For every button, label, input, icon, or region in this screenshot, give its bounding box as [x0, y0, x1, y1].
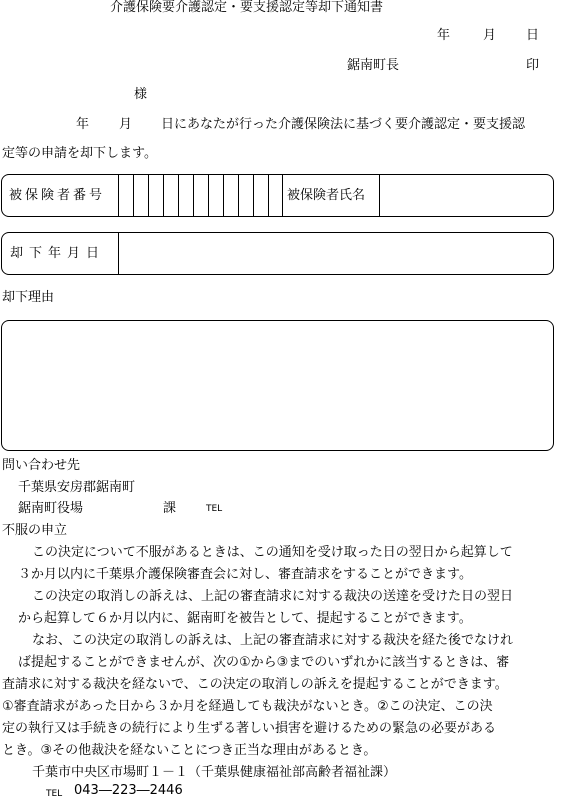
rejection-date-table	[1, 232, 554, 275]
objection-line: ３か月以内に千葉県介護保険審査会に対し、審査請求をすることができます。	[18, 567, 472, 582]
prefecture-tel-label: TEL	[46, 789, 63, 799]
contact-label: 問い合わせ先	[2, 458, 81, 473]
rejection-reason-box	[1, 320, 554, 451]
table-divider	[118, 233, 119, 274]
objection-line: この決定の取消しの訴えは、上記の審査請求に対する裁決の送達を受けた日の翌日	[32, 589, 514, 604]
rejection-reason-label: 却下理由	[2, 290, 55, 305]
number-digit-cell	[133, 175, 134, 216]
number-digit-cell	[163, 175, 164, 216]
number-digit-cell	[208, 175, 209, 216]
issue-month: 月	[483, 28, 497, 43]
objection-line: 定の執行又は手続きの続行により生ずる著しい損害を避けるための緊急の必要がある	[2, 721, 497, 736]
contact-address: 千葉県安房郡鋸南町	[18, 480, 136, 495]
objection-line: ①審査請求があった日から３か月を経過しても裁決がないとき。②この決定、この決	[2, 699, 493, 714]
intro-year: 年	[76, 117, 90, 132]
contact-tel-label: TEL	[206, 504, 223, 514]
number-digit-cell	[268, 175, 269, 216]
number-digit-cell	[253, 175, 254, 216]
objection-line: 査請求に対する裁決を経ないで、この決定の取消しの訴えを提起することができます。	[2, 677, 508, 692]
document-title: 介護保険要介護認定・要支援認定等却下通知書	[110, 0, 384, 15]
issue-year: 年	[437, 28, 451, 43]
objection-line: ば提起することができませんが、次の①から③までのいずれかに該当するときは、審	[18, 655, 510, 670]
table-divider	[379, 175, 380, 216]
issuer-name: 鋸南町長	[347, 58, 400, 73]
insured-name-label: 被保険者氏名	[287, 188, 366, 203]
intro-text-line1: 日にあなたが行った介護保険法に基づく要介護認定・要支援認	[161, 117, 526, 132]
insured-info-table	[1, 174, 554, 217]
number-digit-cell	[148, 175, 149, 216]
number-digit-cell	[238, 175, 239, 216]
intro-text-line2: 定等の申請を却下します。	[2, 146, 157, 161]
objection-line: とき。③その他裁決を経ないことにつき正当な理由があるとき。	[2, 743, 377, 758]
table-divider	[118, 175, 119, 216]
intro-month: 月	[119, 117, 133, 132]
rejection-date-label: 却下年月日	[10, 246, 106, 261]
prefecture-tel-number: 043―223―2446	[74, 783, 183, 798]
objection-line: この決定について不服があるときは、この通知を受け取った日の翌日から起算して	[32, 545, 513, 560]
prefecture-contact: 千葉市中央区市場町１－１（千葉県健康福祉部高齢者福祉課）	[32, 765, 397, 780]
objection-label: 不服の申立	[2, 523, 68, 538]
number-digit-cell	[193, 175, 194, 216]
contact-section: 課	[163, 501, 177, 516]
objection-line: から起算して６か月以内に、鋸南町を被告として、提起することができます。	[18, 611, 472, 626]
objection-line: なお、この決定の取消しの訴えは、上記の審査請求に対する裁決を経た後でなけれ	[32, 633, 514, 648]
table-divider	[282, 175, 283, 216]
contact-office: 鋸南町役場	[18, 501, 84, 516]
seal-mark: 印	[526, 58, 540, 73]
number-digit-cell	[223, 175, 224, 216]
number-digit-cell	[178, 175, 179, 216]
recipient-suffix: 様	[134, 87, 148, 102]
insured-number-label: 被保険者番号	[9, 188, 106, 203]
issue-day: 日	[526, 28, 540, 43]
